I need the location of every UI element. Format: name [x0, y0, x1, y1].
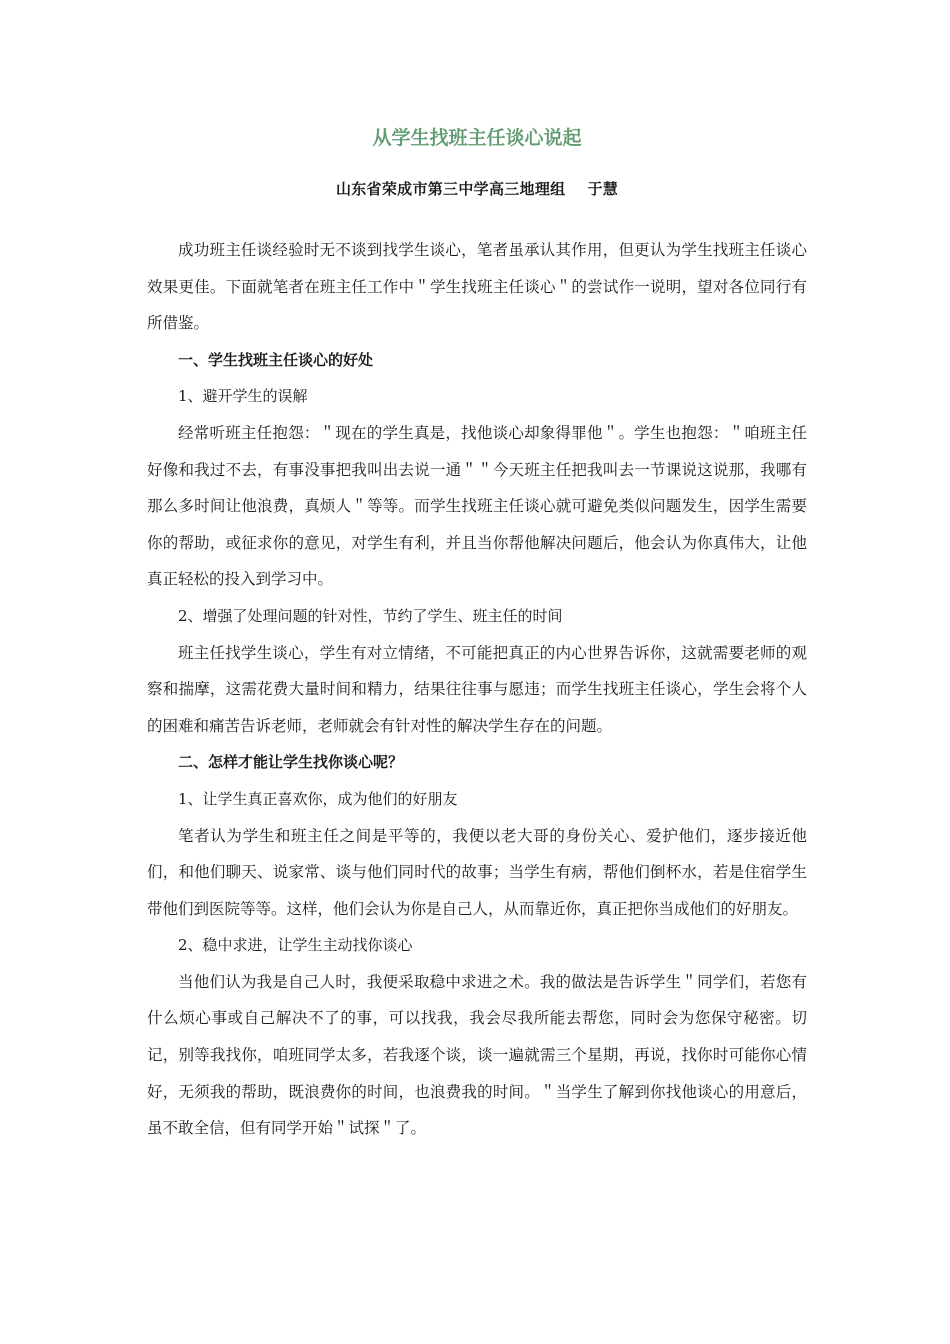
paragraph: 班主任找学生谈心，学生有对立情绪，不可能把真正的内心世界告诉你，这就需要老师的观察和揣摩，这需花费大量时间和精力，结果往往事与愿违；而学生找班主任谈心，学生会将个人的困难和痛苦告诉老师，老师就会有针对性的解决学生存在的问题。	[147, 643, 807, 735]
author-line	[147, 174, 807, 204]
section-heading: 一、学生找班主任谈心的好处	[178, 350, 374, 369]
document-title: 从学生找班主任谈心说起	[372, 127, 582, 149]
document-content	[147, 120, 807, 1147]
paragraph: 当他们认为我是自己人时，我便采取稳中求进之术。我的做法是告诉学生＂同学们，若您有什么烦心事或自己解决不了的事，可以找我，我会尽我所能去帮您，同时会为您保守秘密。切记，别等我找你，咱班同学太多，若我逐个谈，谈一遍就需三个星期，再说，找你时可能你心情好，无须我的帮助，既浪费你的时间，也浪费我的时间。＂当学生了解到你找他谈心的用意后，虽不敢全信，但有同学开始＂试探＂了。	[147, 972, 807, 1138]
author-organization: 山东省荣成市第三中学高三地理组	[335, 180, 566, 198]
paragraph: 经常听班主任抱怨：＂现在的学生真是，找他谈心却象得罪他＂。学生也抱怨：＂咱班主任好像和我过不去，有事没事把我叫出去说一通＂＂今天班主任把我叫去一节课说这说那，我哪有那么多时间让他浪费，真烦人＂等等。而学生找班主任谈心就可避免类似问题发生，因学生需要你的帮助，或征求你的意见，对学生有利，并且当你帮他解决问题后，他会认为你真伟大，让他真正轻松的投入到学习中。	[147, 423, 807, 589]
paragraph: 笔者认为学生和班主任之间是平等的，我便以老大哥的身份关心、爱护他们，逐步接近他们，和他们聊天、说家常、谈与他们同时代的故事；当学生有病，帮他们倒杯水，若是住宿学生带他们到医院等等。这样，他们会认为你是自己人，从而靠近你，真正把你当成他们的好朋友。	[147, 826, 807, 918]
subsection-title: 2、增强了处理问题的针对性，节约了学生、班主任的时间	[178, 606, 563, 625]
subsection-title: 1、避开学生的误解	[178, 387, 308, 406]
author-name: 于慧	[587, 180, 619, 198]
section-heading: 二、怎样才能让学生找你谈心呢？	[178, 753, 404, 772]
paragraph: 成功班主任谈经验时无不谈到找学生谈心，笔者虽承认其作用，但更认为学生找班主任谈心效果更佳。下面就笔者在班主任工作中＂学生找班主任谈心＂的尝试作一说明，望对各位同行有所借鉴。	[147, 241, 807, 333]
article-body	[147, 232, 807, 1147]
subsection-title: 1、让学生真正喜欢你，成为他们的好朋友	[178, 789, 458, 808]
subsection-title: 2、稳中求进，让学生主动找你谈心	[178, 936, 413, 955]
